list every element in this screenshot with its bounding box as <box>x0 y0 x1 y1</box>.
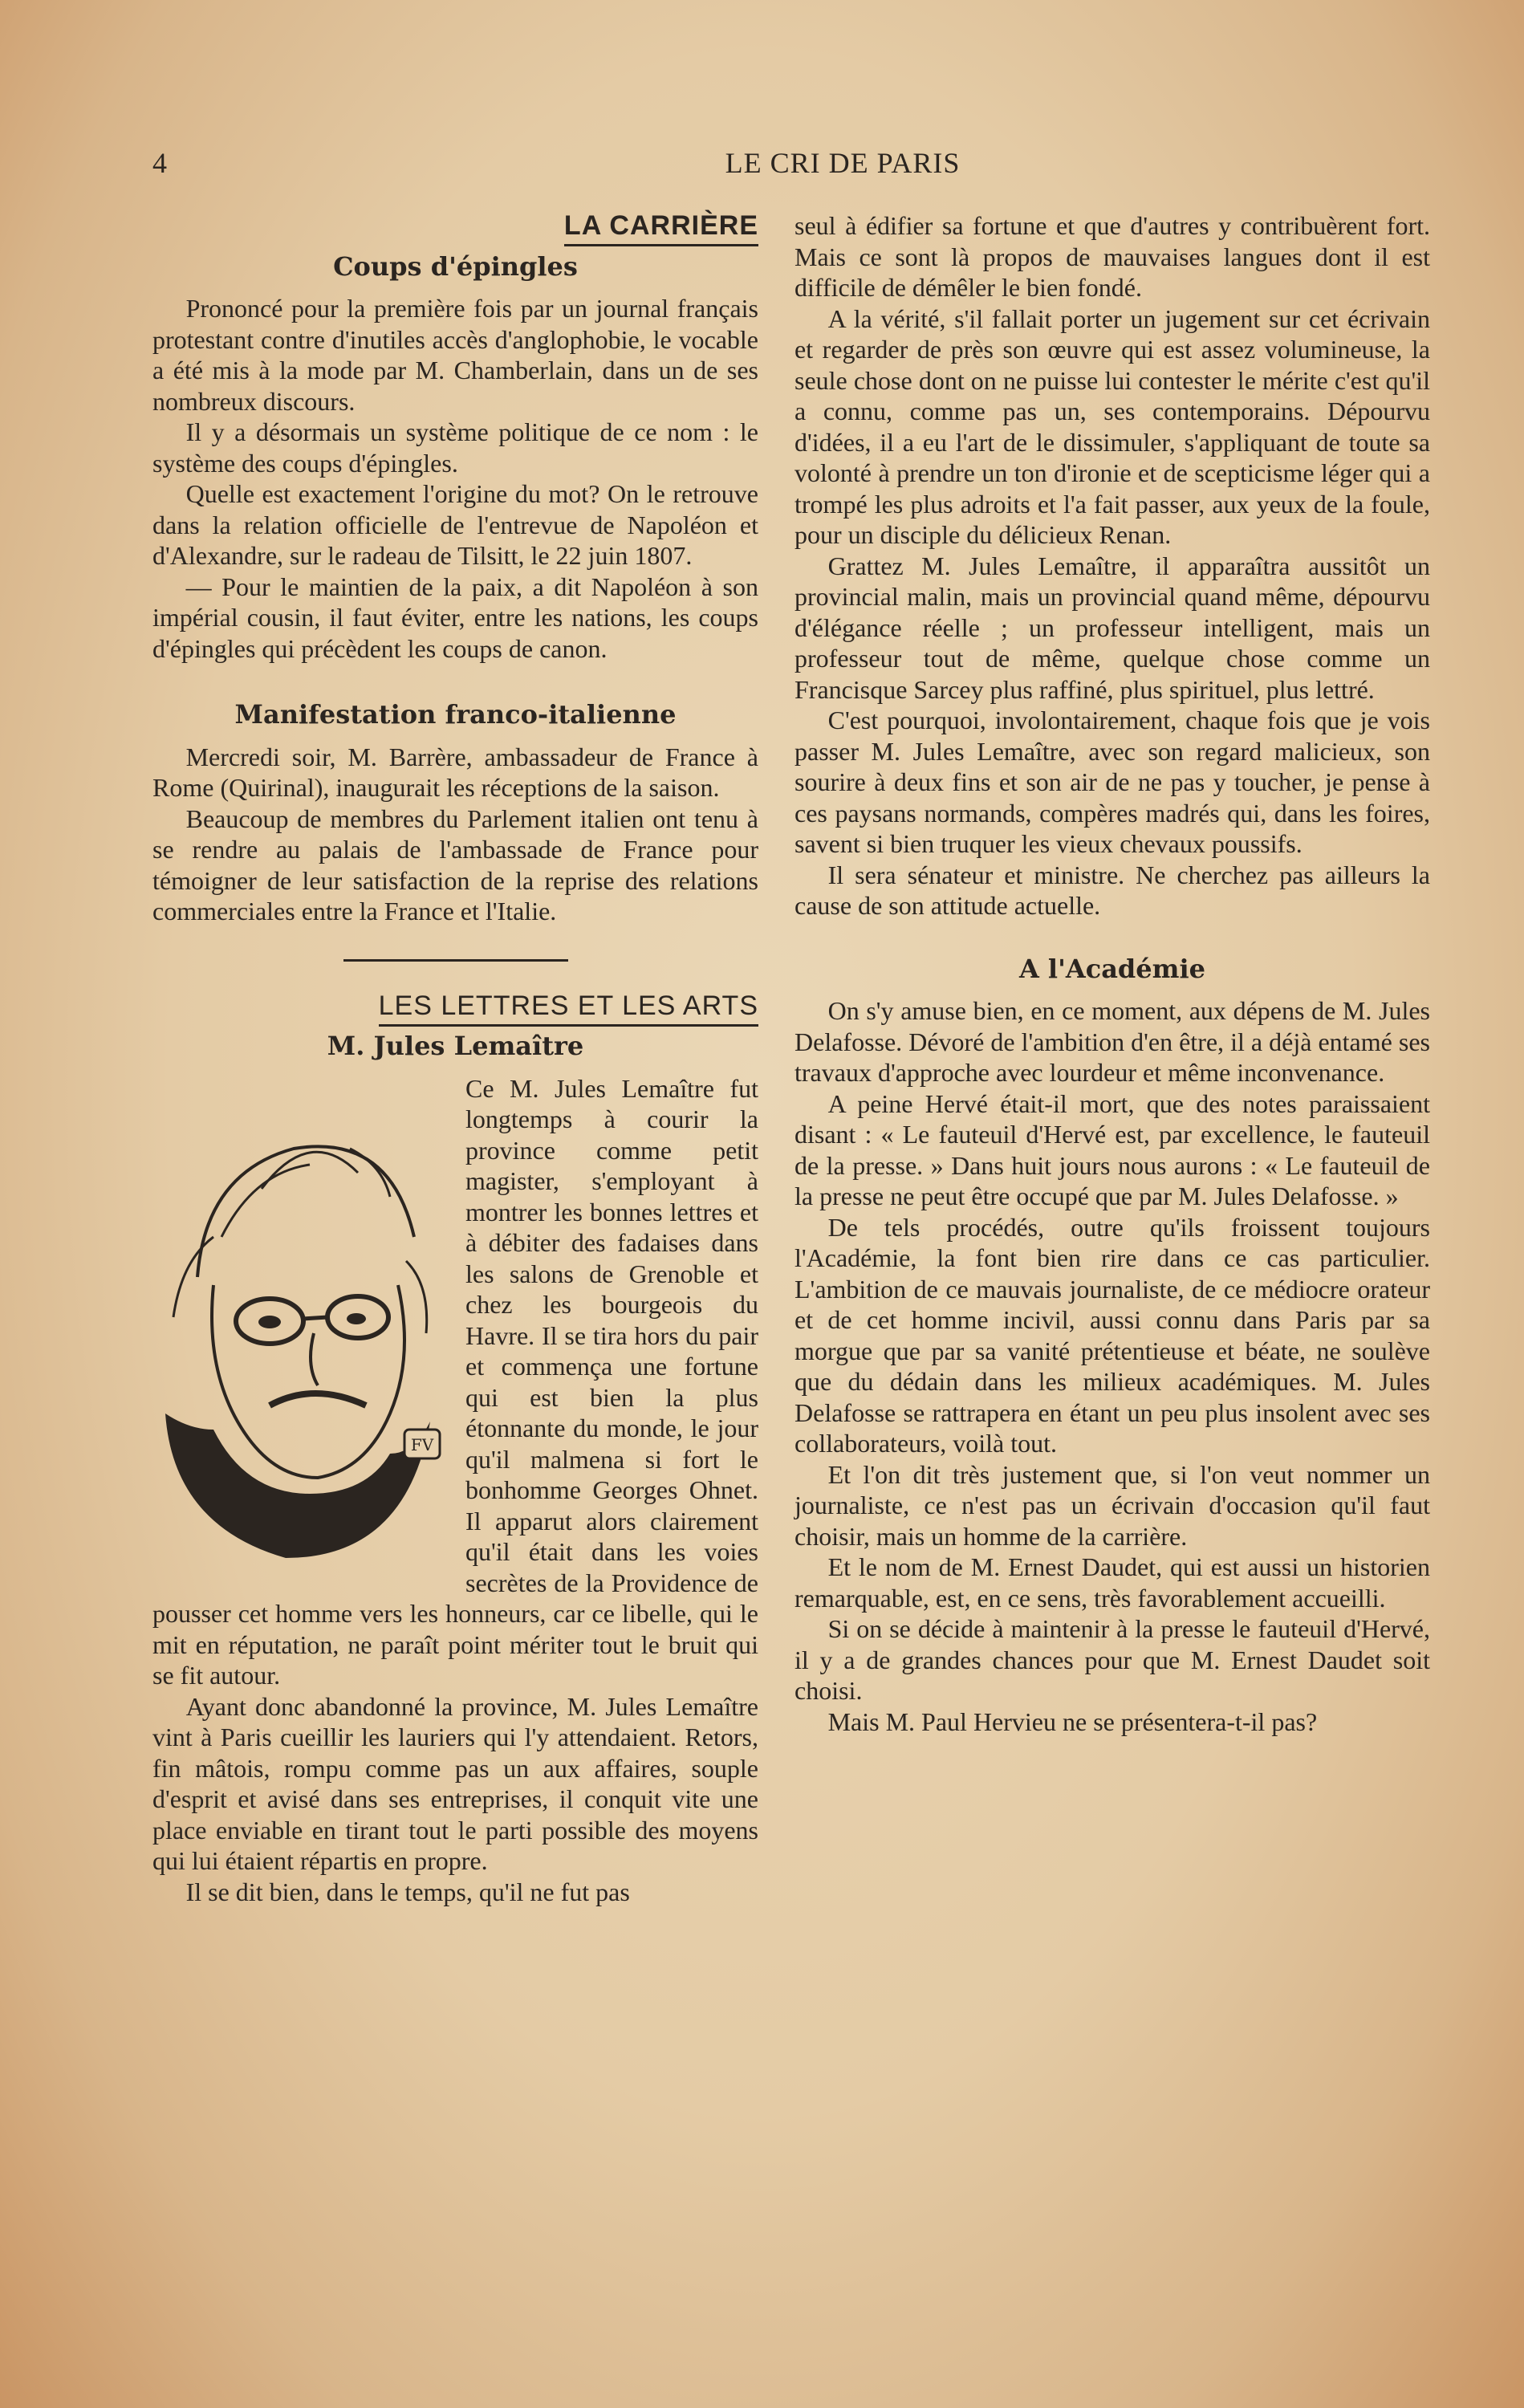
left-column <box>152 210 758 1907</box>
paragraph: Et l'on dit très justement que, si l'on veut nommer un journaliste, ce n'est pas un écrivain d'occasion qu'il faut choisir, mais un homme de la carrière. <box>795 1459 1430 1551</box>
page-header <box>152 146 1437 186</box>
paragraph: Il sera sénateur et ministre. Ne cherchez pas ailleurs la cause de son attitude actuelle. <box>795 860 1430 920</box>
paragraph: De tels procédés, outre qu'ils froissent toujours l'Académie, la font bien rire dans ce cas particulier. L'ambition de ce mauvais journaliste, de ce médiocre orateur et de cet homme incivil, aussi connu dans Paris par sa morgue que par sa vanité prétentieuse et béate, ne soulève que du dédain dans les milieux académiques. M. Jules Delafosse se rattrapera en étant un peu plus insolent avec ses collaborateurs, voilà tout. <box>795 1212 1430 1458</box>
paragraph: Mercredi soir, M. Barrère, ambassadeur de France à Rome (Quirinal), inaugurait les réceptions de la saison. <box>152 742 758 802</box>
article-title-coups-epingles: Coups d'épingles <box>333 250 578 282</box>
section-heading-carriere: LA CARRIÈRE <box>152 210 758 245</box>
paragraph: Prononcé pour la première fois par un journal français protestant contre d'inutiles accès d'anglophobie, le vocable a été mis à la mode par M. Chamberlain, dans un de ses nombreux discours. <box>152 294 758 416</box>
paragraph: On s'y amuse bien, en ce moment, aux dépens de M. Jules Delafosse. Dévoré de l'ambition d'en être, il a déjà entamé ses travaux d'approche avec lourdeur et même inconvenance. <box>795 996 1430 1087</box>
section-heading-lettres-arts: LES LETTRES ET LES ARTS <box>152 990 758 1025</box>
paragraph: Grattez M. Jules Lemaître, il apparaîtra aussitôt un provincial malin, mais un provincial quand même, dépourvu d'élégance réelle ; un professeur intelligent, mais un professeur tout de même, quelque chose comme un Francisque Sarcey plus raffiné, plus spirituel, plus lettré. <box>795 551 1430 704</box>
article-title-academie: A l'Académie <box>1018 953 1206 984</box>
page-number: 4 <box>152 147 167 179</box>
article-title-manifestation: Manifestation franco-italienne <box>234 699 677 730</box>
paragraph: C'est pourquoi, involontairement, chaque fois que je vois passer M. Jules Lemaître, avec son regard malicieux, son sourire à deux fins et son air de ne pas y toucher, je pense à ces paysans normands, compères madrés qui, dans les foires, savent si bien truquer les vieux chevaux poussifs. <box>795 706 1430 858</box>
paragraph: Il se dit bien, dans le temps, qu'il ne fut pas <box>185 1877 630 1906</box>
paragraph: Beaucoup de membres du Parlement italien ont tenu à se rendre au palais de l'ambassade de France pour témoigner de leur satisfaction de la reprise des relations commerciales entre la France et l'Italie. <box>152 803 758 925</box>
paragraph: Et le nom de M. Ernest Daudet, qui est aussi un historien remarquable, est, en ce sens, très favorablement accueilli. <box>795 1552 1430 1613</box>
paragraph: A peine Hervé était-il mort, que des notes paraissaient disant : « Le fauteuil d'Hervé est, par excellence, le fauteuil de la presse. » Dans huit jours nous aurons : « Le fauteuil de la presse ne peut être occupé que par M. Jules Delafosse. » <box>795 1088 1430 1210</box>
article-title-jules-lemaitre: M. Jules Lemaître <box>327 1031 584 1061</box>
paragraph: A la vérité, s'il fallait porter un jugement sur cet écrivain et regarder de près son œuvre qui est assez volumineuse, la seule chose dont on ne puisse lui contester le mérite c'est qu'il a connu, comme pas un, ses contemporains. Dépourvu d'idées, il a eu l'art de le dissimuler, s'appliquant de toute sa volonté à prendre un ton d'ironie et de scepticisme léger qui a trompé les plus adroits et l'a fait passer, aux yeux de la foule, pour un disciple du délicieux Renan. <box>795 303 1430 549</box>
paragraph: seul à édifier sa fortune et que d'autres y contribuèrent fort. Mais ce sont là propos de mauvaises langues dont il est difficile de démêler le bien fondé. <box>795 211 1430 302</box>
paragraph: Il y a désormais un système politique de ce nom : le système des coups d'épingles. <box>152 417 758 478</box>
right-column <box>795 210 1430 1737</box>
running-title: LE CRI DE PARIS <box>725 147 961 179</box>
paragraph: Mais M. Paul Hervieu ne se présentera-t-il pas? <box>827 1706 1318 1736</box>
caricature-icon <box>149 1076 454 1566</box>
paragraph: FV Ce M. Jules Lemaître fut longtemps à courir la province comme petit magister, s'employant à montrer les bonnes lettres et à débiter des fadaises dans les salons de Grenoble et chez les bourgeois du Havre. Il se tira hors du pair et commença une fortune qui est bien la plus étonnante du monde, le jour qu'il malmena si fort le bonhomme Georges Ohnet. Il apparut alors clairement qu'il était dans les voies secrètes de la Providence de pousser cet homme vers les honneurs, car ce libelle, qui le mit en réputation, ne paraît point mériter tout le bruit qui se fit autour. <box>152 1073 758 1691</box>
paragraph: Quelle est exactement l'origine du mot? On le retrouve dans la relation officielle de l'entrevue de Napoléon et d'Alexandre, sur le radeau de Tilsitt, le 22 juin 1807. <box>152 479 758 570</box>
portrait-signature: FV <box>410 1434 434 1454</box>
section-divider <box>343 959 568 962</box>
paragraph: Ayant donc abandonné la province, M. Jules Lemaître vint à Paris cueillir les lauriers qui l'y attendaient. Retors, fin mâtois, rompu comme pas un aux affaires, souple d'esprit et avisé dans ses entreprises, il conquit vite une place enviable en tirant tout le parti possible des moyens qui lui étaient répartis en propre. <box>152 1691 758 1875</box>
paragraph: — Pour le maintien de la paix, a dit Napoléon à son impérial cousin, il faut éviter, entre les nations, les coups d'épingles qui précèdent les coups de canon. <box>152 571 758 663</box>
paragraph: Si on se décide à maintenir à la presse le fauteuil d'Hervé, il y a de grandes chances pour que M. Ernest Daudet soit choisi. <box>795 1614 1430 1705</box>
portrait-illustration <box>149 1076 454 1566</box>
